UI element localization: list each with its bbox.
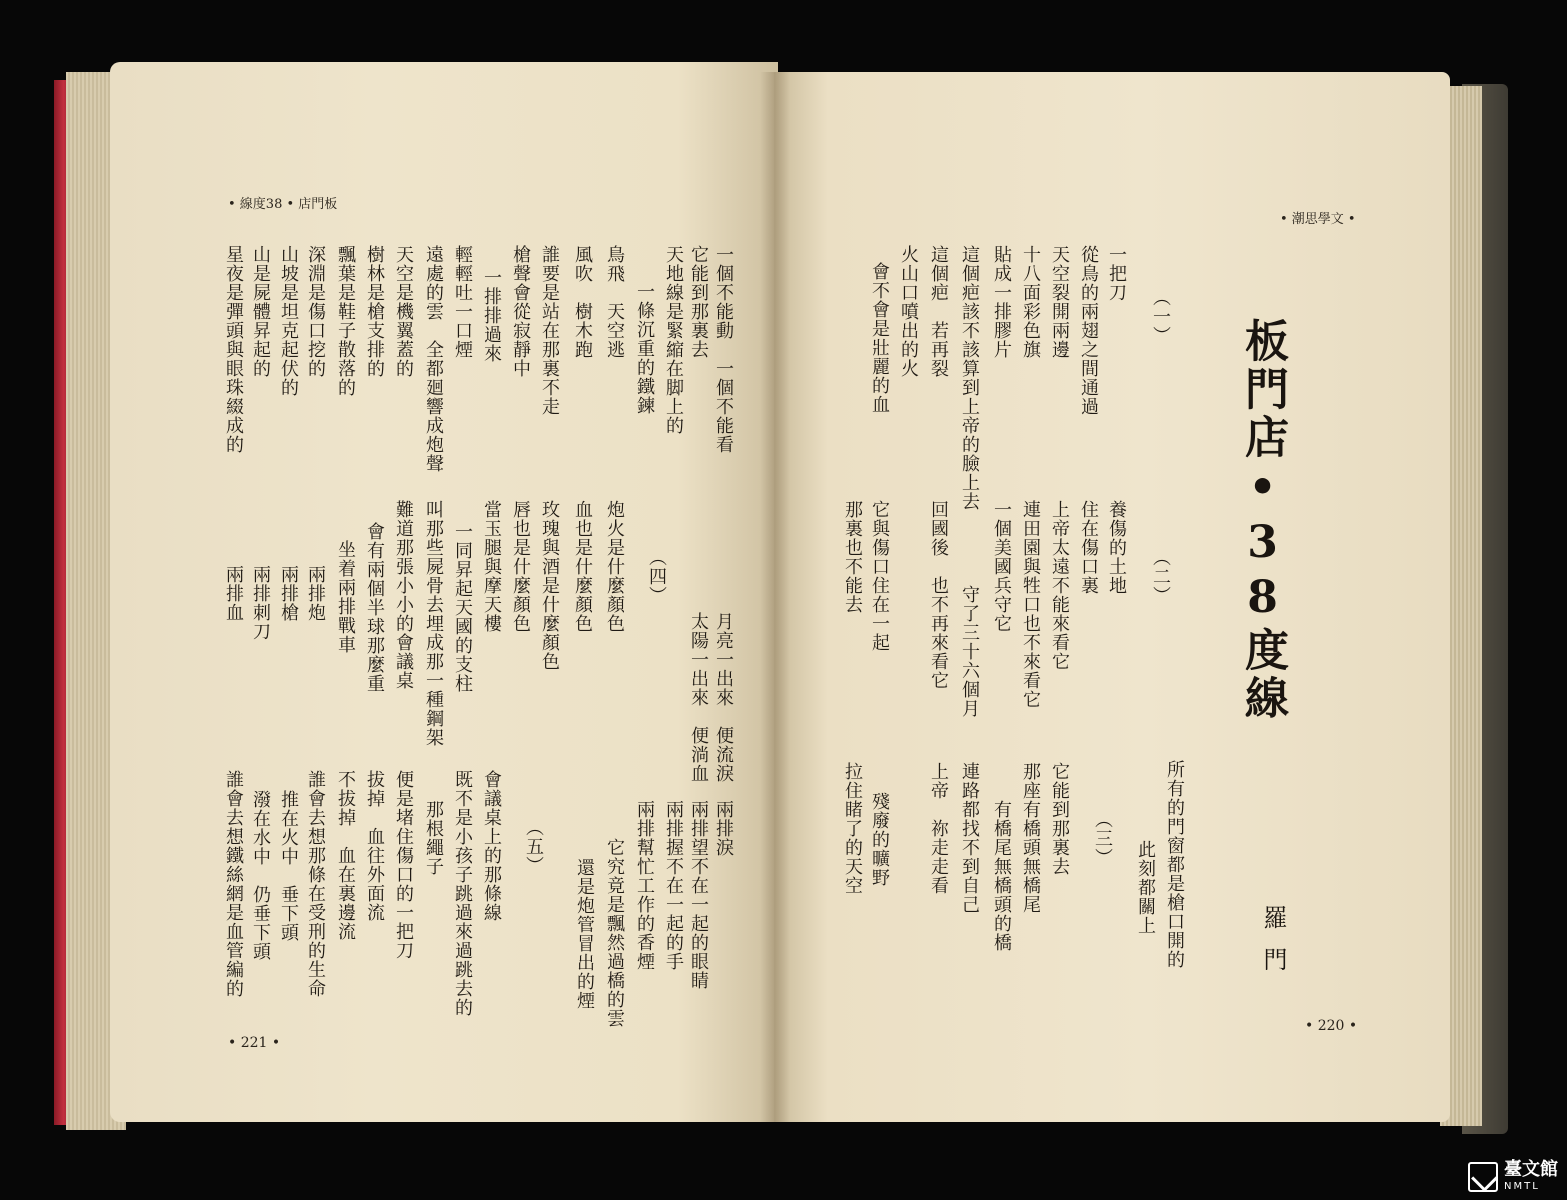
poem-line: 玫瑰與酒是什麼顏色 bbox=[539, 500, 560, 671]
poem-line: 既不是小孩子跳過來過跳去的 bbox=[452, 770, 473, 1017]
poem-line: 天地線是緊縮在脚上的 bbox=[663, 245, 684, 435]
poem-line: 殘廢的曠野 bbox=[869, 792, 890, 887]
poem-line: 輕輕吐一口煙 bbox=[452, 245, 473, 359]
poem-line: 有橋尾無橋頭的橋 bbox=[991, 800, 1012, 952]
poem-line: 貼成一排膠片 bbox=[991, 245, 1012, 359]
poem-line: 天空裂開兩邊 bbox=[1049, 245, 1070, 359]
poem-author: 羅門 bbox=[1259, 905, 1287, 989]
nmtl-logo-subtext: NMTL bbox=[1504, 1181, 1540, 1192]
poem-line: 它與傷口住在一起 bbox=[869, 500, 890, 652]
poem-line: 天空是機翼蓋的 bbox=[393, 245, 414, 378]
section-heading-three: （三） bbox=[1092, 810, 1113, 867]
poem-line: 當玉腿與摩天樓 bbox=[481, 500, 502, 633]
poem-line: 風吹 樹木跑 bbox=[572, 245, 593, 359]
poem-line: 一條沉重的鐵鍊 bbox=[634, 282, 655, 415]
poem-line: 上帝 祢走走看 bbox=[928, 762, 949, 895]
section-heading-five: （五） bbox=[523, 818, 544, 875]
poem-line: 誰要是站在那裏不走 bbox=[539, 245, 560, 416]
poem-line: 回國後 也不再來看它 bbox=[928, 500, 949, 690]
book-gutter bbox=[760, 72, 790, 1122]
left-running-header: • 線度38 • 店門板 bbox=[228, 197, 338, 212]
poem-line: 炮火是什麼顏色 bbox=[604, 500, 625, 633]
poem-line: 拔掉 血往外面流 bbox=[364, 770, 385, 922]
poem-line: 這個疤 若再裂 bbox=[928, 245, 949, 378]
poem-line: 山是屍體昇起的 bbox=[250, 245, 271, 378]
section-heading-four: （四） bbox=[646, 548, 667, 605]
poem-line: 遠處的雲 全都廻響成炮聲 bbox=[423, 245, 444, 473]
nmtl-logo-text: 臺文館 bbox=[1504, 1159, 1558, 1180]
section-heading-two: （二） bbox=[1150, 548, 1171, 605]
poem-line: 潑在水中 仍垂下頭 bbox=[250, 790, 271, 961]
poem-line: 叫那些屍骨去埋成那一種鋼架 bbox=[423, 500, 444, 747]
poem-line: 養傷的土地 bbox=[1106, 500, 1127, 595]
poem-line: 它能到那裏去 bbox=[688, 245, 709, 359]
poem-line: 火山口噴出的火 bbox=[898, 245, 919, 378]
poem-line: 連田園與牲口也不來看它 bbox=[1020, 500, 1041, 709]
right-page-number: • 220 • bbox=[1305, 1018, 1358, 1034]
nmtl-logo-icon bbox=[1468, 1162, 1498, 1192]
poem-line: 這個疤該不該算到上帝的臉上去 bbox=[959, 245, 980, 511]
poem-line: 一個美國兵守它 bbox=[991, 500, 1012, 633]
poem-line: 兩排幫忙工作的香煙 bbox=[634, 800, 655, 971]
poem-line: 會議桌上的那條線 bbox=[481, 770, 502, 922]
poem-line: 兩排炮 bbox=[305, 565, 326, 622]
poem-line: 誰會去想那條在受刑的生命 bbox=[305, 770, 326, 998]
poem-line: 兩排槍 bbox=[278, 565, 299, 622]
poem-line: 十八面彩色旗 bbox=[1020, 245, 1041, 359]
poem-line: 血也是什麼顏色 bbox=[572, 500, 593, 633]
poem-line: 住在傷口裏 bbox=[1078, 500, 1099, 595]
poem-line: 拉住睹了的天空 bbox=[842, 762, 863, 895]
poem-line: 不拔掉 血在裏邊流 bbox=[335, 770, 356, 941]
poem-line: 那根繩子 bbox=[423, 800, 444, 876]
poem-line: 太陽一出來 便淌血 bbox=[688, 612, 709, 783]
poem-line: 深淵是傷口挖的 bbox=[305, 245, 326, 378]
poem-line: 那裏也不能去 bbox=[842, 500, 863, 614]
poem-line: 上帝太遠不能來看它 bbox=[1049, 500, 1070, 671]
poem-line: 山坡是坦克起伏的 bbox=[278, 245, 299, 397]
nmtl-watermark-logo bbox=[1468, 1160, 1564, 1196]
poem-line: 月亮一出來 便流淚 bbox=[713, 612, 734, 783]
poem-line: 那座有橋頭無橋尾 bbox=[1020, 762, 1041, 914]
poem-line: 星夜是彈頭與眼珠綴成的 bbox=[223, 245, 244, 454]
section-heading-one: （一） bbox=[1150, 288, 1171, 345]
poem-line: 它究竟是飄然過橋的雲 bbox=[604, 838, 625, 1028]
left-page-number: • 221 • bbox=[228, 1035, 281, 1051]
poem-line: 樹林是槍支排的 bbox=[364, 245, 385, 378]
poem-line: 推在火中 垂下頭 bbox=[278, 790, 299, 942]
poem-title: 板門店•38度線 bbox=[1237, 318, 1288, 723]
poem-line: 兩排握不在一起的手 bbox=[663, 800, 684, 971]
poem-line: 兩排望不在一起的眼睛 bbox=[688, 800, 709, 990]
poem-line: 難道那張小小的會議桌 bbox=[393, 500, 414, 690]
poem-line: 會有兩個半球那麼重 bbox=[364, 522, 385, 693]
poem-line: 會不會是壯麗的血 bbox=[869, 262, 890, 414]
poem-line: 所有的門窗都是槍口開的 bbox=[1164, 760, 1185, 969]
poem-line: 還是炮管冒出的煙 bbox=[574, 858, 595, 1010]
poem-line: 兩排刺刀 bbox=[250, 565, 271, 641]
right-running-header: • 潮思學文 • bbox=[1280, 212, 1356, 227]
poem-line: 兩排血 bbox=[223, 565, 244, 622]
poem-line: 飄葉是鞋子散落的 bbox=[335, 245, 356, 397]
poem-line: 槍聲會從寂靜中 bbox=[510, 245, 531, 378]
poem-line: 守了三十六個月 bbox=[959, 585, 980, 718]
poem-line: 從鳥的兩翅之間通過 bbox=[1078, 245, 1099, 416]
poem-line: 兩排淚 bbox=[713, 800, 734, 857]
poem-line: 唇也是什麼顏色 bbox=[510, 500, 531, 633]
poem-line: 連路都找不到自己 bbox=[959, 762, 980, 914]
poem-line: 它能到那裏去 bbox=[1049, 762, 1070, 876]
poem-line: 鳥飛 天空逃 bbox=[604, 245, 625, 359]
poem-line: 一個不能動 一個不能看 bbox=[713, 245, 734, 454]
poem-line: 一同昇起天國的支柱 bbox=[452, 522, 473, 693]
poem-line: 誰會去想鐵絲網是血管編的 bbox=[223, 770, 244, 998]
poem-line: 一把刀 bbox=[1106, 245, 1127, 302]
poem-line: 坐着兩排戰車 bbox=[335, 540, 356, 654]
poem-line: 便是堵住傷口的一把刀 bbox=[393, 770, 414, 960]
poem-line: 一排排過來 bbox=[481, 268, 502, 363]
poem-line: 此刻都關上 bbox=[1135, 840, 1156, 935]
